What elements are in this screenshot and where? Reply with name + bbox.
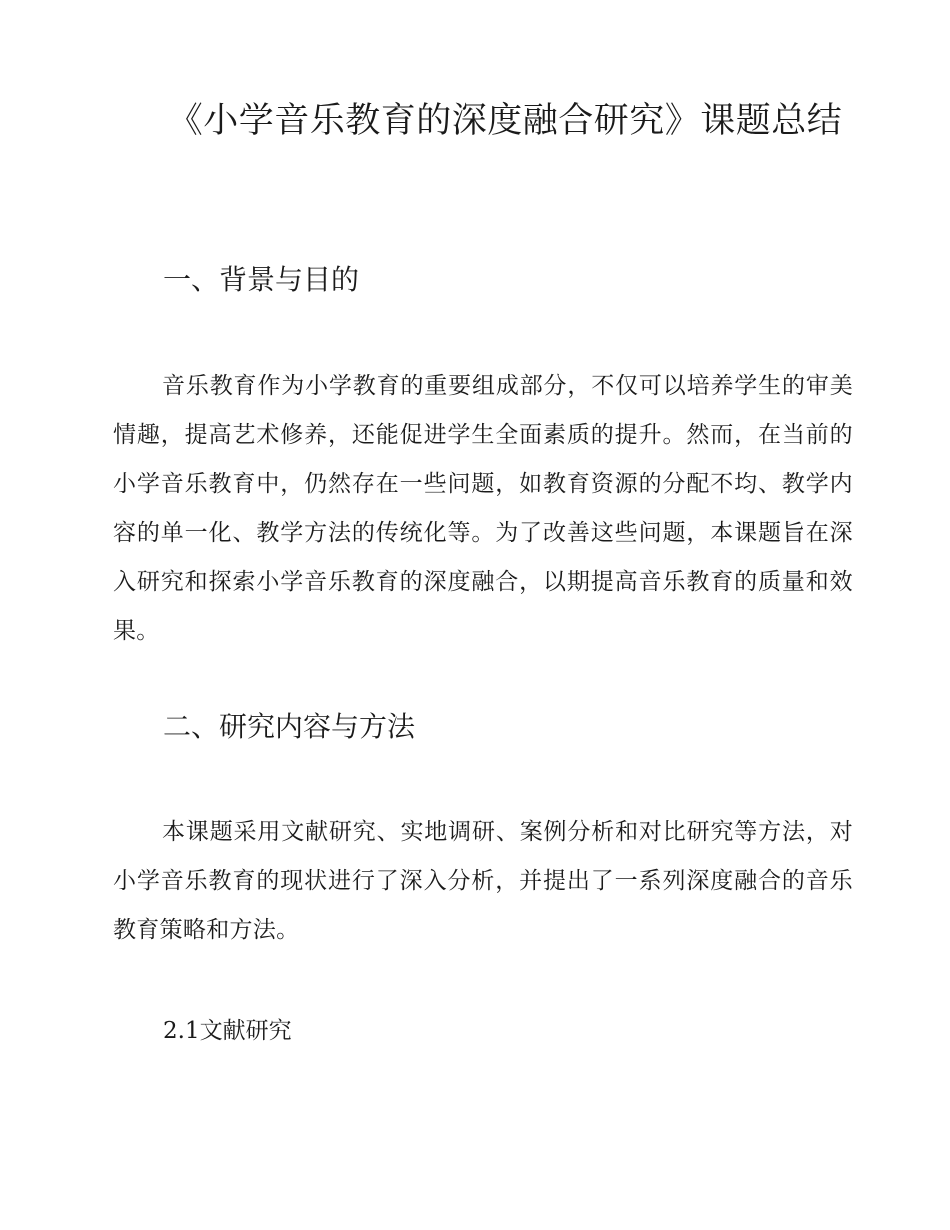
paragraph-research: 本课题采用文献研究、实地调研、案例分析和对比研究等方法，对小学音乐教育的现状进行了深入分析，并提出了一系列深度融合的音乐教育策略和方法。 (113, 819, 853, 943)
section-heading-research: 二、研究内容与方法 (163, 710, 416, 743)
document-title: 《小学音乐教育的深度融合研究》课题总结 (167, 101, 843, 141)
subsection-heading-literature: 2.1文献研究 (163, 1018, 292, 1044)
paragraph-background: 音乐教育作为小学教育的重要组成部分，不仅可以培养学生的审美情趣，提高艺术修养，还能促进学生全面素质的提升。然而，在当前的小学音乐教育中，仍然存在一些问题，如教育资源的分配不均、教学内容的单一化、教学方法的传统化等。为了改善这些问题，本课题旨在深入研究和探索小学音乐教育的深度融合，以期提高音乐教育的质量和效果。 (113, 373, 853, 644)
section-heading-background: 一、背景与目的 (163, 263, 360, 296)
